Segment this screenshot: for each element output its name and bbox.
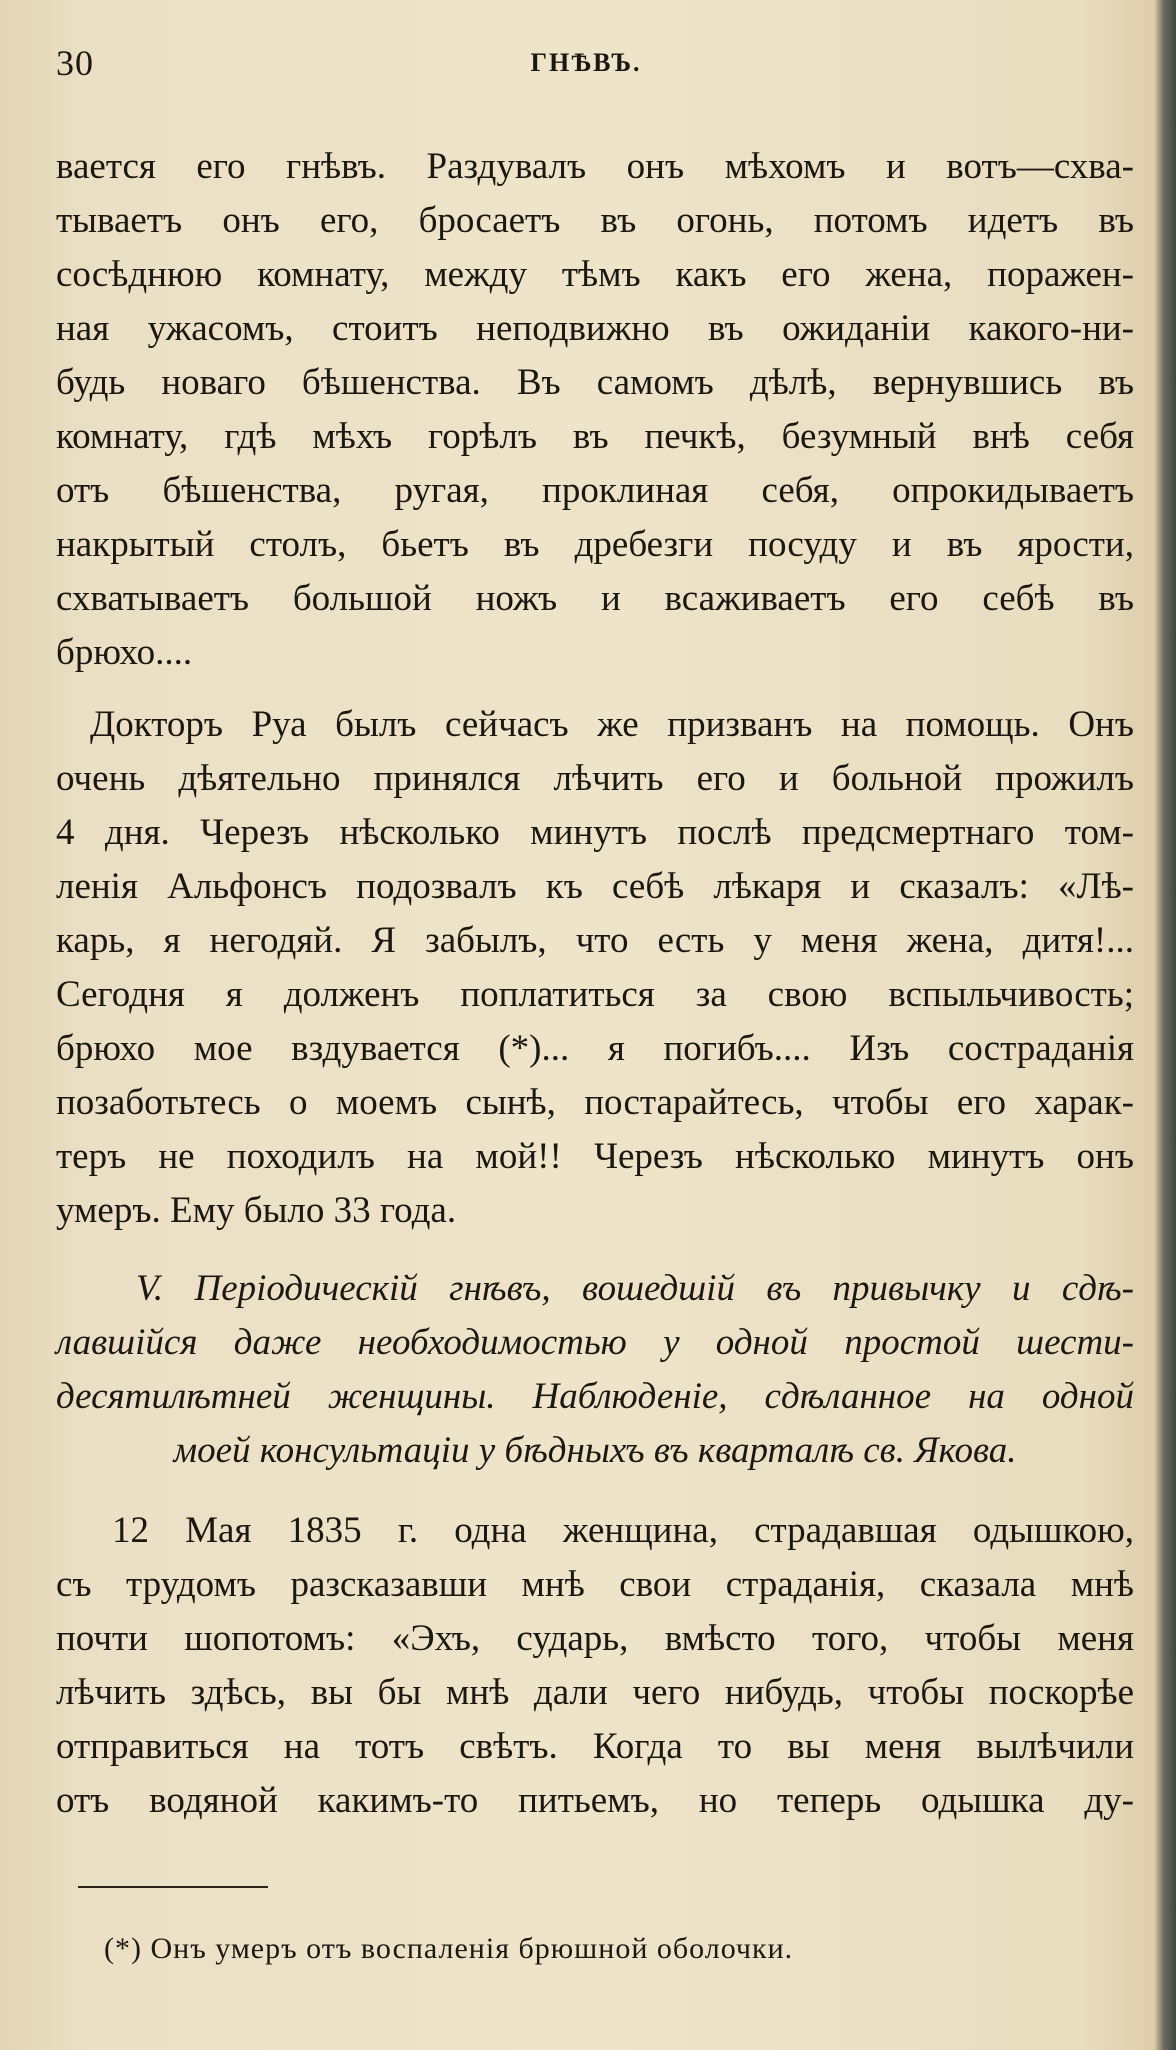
text-line: накрытый столъ, бьетъ въ дребезги посуду и въ ярости, [56,524,1134,565]
text-line: почти шопотомъ: «Эхъ, сударь, вмѣсто того, чтобы меня [56,1618,1134,1659]
heading-line: десятилѣтней женщины. Наблюденіе, сдѣланное на одной [56,1376,1134,1417]
text-line: ленія Альфонсъ подозвалъ къ себѣ лѣкаря и сказалъ: «Лѣ- [56,866,1134,907]
text-line: отправиться на тотъ свѣтъ. Когда то вы меня вылѣчили [56,1726,1134,1767]
text-line: ная ужасомъ, стоитъ неподвижно въ ожиданіи какого-ни- [56,308,1134,349]
paragraph-1 [56,140,1134,680]
paragraph-2 [56,698,1134,1238]
heading-line: V. Періодическій гнѣвъ, вошедшій въ привычку и сдѣ- [136,1268,1134,1309]
text-line: очень дѣятельно принялся лѣчить его и больной прожилъ [56,758,1134,799]
text-line: теръ не походилъ на мой!! Черезъ нѣсколько минутъ онъ [56,1136,1134,1177]
paragraph-3 [56,1504,1134,1828]
text-line: 12 Мая 1835 г. одна женщина, страдавшая одышкою, [112,1510,1134,1551]
text-line: комнату, гдѣ мѣхъ горѣлъ въ печкѣ, безумный внѣ себя [56,416,1134,457]
text-line: 4 дня. Черезъ нѣсколько минутъ послѣ предсмертнаго том- [56,812,1134,853]
running-title: ГНѢВЪ. [530,48,642,77]
text-line: отъ водяной какимъ-то питьемъ, но теперь одышка ду- [56,1780,1134,1821]
text-line: будь новаго бѣшенства. Въ самомъ дѣлѣ, вернувшись въ [56,362,1134,403]
text-line: съ трудомъ разсказавши мнѣ свои страданія, сказала мнѣ [56,1564,1134,1605]
text-line: вается его гнѣвъ. Раздувалъ онъ мѣхомъ и вотъ—схва- [56,146,1134,187]
footnote-divider [78,1886,268,1888]
text-line: Докторъ Руа былъ сейчасъ же призванъ на помощь. Онъ [90,704,1134,745]
page-header [56,42,1116,92]
text-line: брюхо.... [56,632,193,673]
text-line: позаботьтесь о моемъ сынѣ, постарайтесь, чтобы его харак- [56,1082,1134,1123]
text-line: брюхо мое вздувается (*)... я погибъ.... Изъ состраданія [56,1028,1134,1069]
footnote: (*) Онъ умеръ отъ воспаленія брюшной оболочки. [104,1932,794,1965]
heading-line: моей консультаціи у бѣдныхъ въ кварталѣ св. Якова. [173,1430,1017,1471]
text-line: умеръ. Ему было 33 года. [56,1190,457,1231]
text-line: отъ бѣшенства, ругая, проклиная себя, опрокидываетъ [56,470,1134,511]
text-line: сосѣднюю комнату, между тѣмъ какъ его жена, поражен- [56,254,1134,295]
text-line: карь, я негодяй. Я забылъ, что есть у меня жена, дитя!... [56,920,1134,961]
page-number: 30 [56,43,94,83]
text-line: тываетъ онъ его, бросаетъ въ огонь, потомъ идетъ въ [56,200,1134,241]
text-line: Сегодня я долженъ поплатиться за свою вспыльчивость; [56,974,1134,1015]
text-line: схватываетъ большой ножъ и всаживаетъ его себѣ въ [56,578,1134,619]
section-heading [56,1262,1134,1478]
text-line: лѣчить здѣсь, вы бы мнѣ дали чего нибудь, чтобы поскорѣе [56,1672,1134,1713]
page-spine-shadow [1154,0,1176,2050]
heading-line: лавшійся даже необходимостью у одной простой шести- [56,1322,1134,1363]
